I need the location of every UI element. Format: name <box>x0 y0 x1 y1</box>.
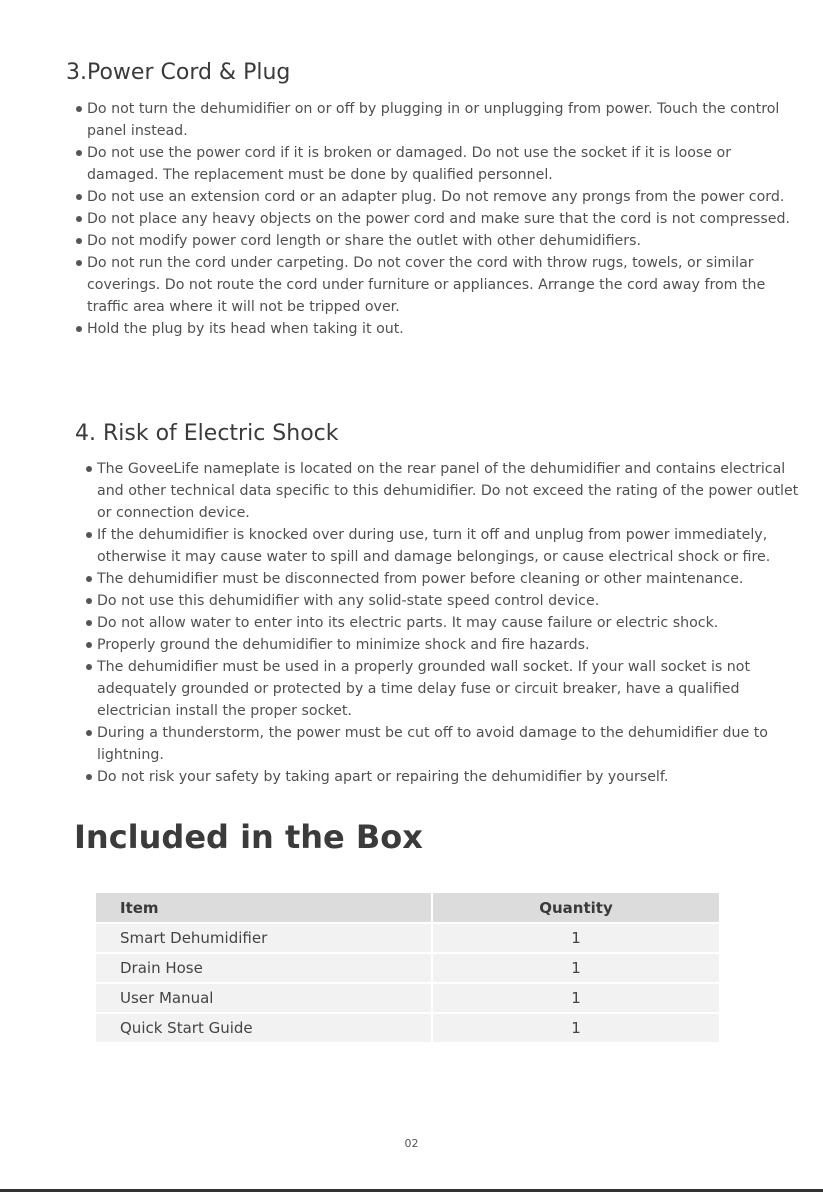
list-item: If the dehumidifier is knocked over during use, turn it off and unplug from power immediately, otherwise it may cause water to spill and damage belongings, or cause electrical shock or fire. <box>85 524 805 568</box>
table-row <box>96 924 719 952</box>
item-name: Smart Dehumidifier <box>96 924 431 952</box>
section-title-electric-shock: 4. Risk of Electric Shock <box>75 421 339 446</box>
list-item: Do not use this dehumidifier with any solid-state speed control device. <box>85 590 805 612</box>
list-item: Do not run the cord under carpeting. Do not cover the cord with throw rugs, towels, or similar coverings. Do not route the cord under furniture or appliances. Arrange the cord away from the traffic area where it will not be tripped over. <box>75 252 795 318</box>
item-quantity: 1 <box>433 984 719 1012</box>
item-quantity: 1 <box>433 954 719 982</box>
table-row <box>96 954 719 982</box>
table-header-row <box>96 893 719 922</box>
item-name: User Manual <box>96 984 431 1012</box>
included-in-box-title: Included in the Box <box>74 818 423 856</box>
list-item: Do not place any heavy objects on the power cord and make sure that the cord is not compressed. <box>75 208 795 230</box>
section-title-power-cord: 3.Power Cord & Plug <box>66 60 291 85</box>
list-item: The dehumidifier must be disconnected from power before cleaning or other maintenance. <box>85 568 805 590</box>
item-quantity: 1 <box>433 924 719 952</box>
list-item: Do not modify power cord length or share the outlet with other dehumidifiers. <box>75 230 795 252</box>
column-header-quantity: Quantity <box>433 893 719 922</box>
list-item: During a thunderstorm, the power must be cut off to avoid damage to the dehumidifier due to lightning. <box>85 722 805 766</box>
list-item: Do not turn the dehumidifier on or off by plugging in or unplugging from power. Touch the control panel instead. <box>75 98 795 142</box>
table-row <box>96 984 719 1012</box>
power-cord-list <box>75 98 795 340</box>
item-name: Quick Start Guide <box>96 1014 431 1042</box>
item-name: Drain Hose <box>96 954 431 982</box>
list-item: The GoveeLife nameplate is located on the rear panel of the dehumidifier and contains electrical and other technical data specific to this dehumidifier. Do not exceed the rating of the power outlet or connection device. <box>85 458 805 524</box>
list-item: Do not allow water to enter into its electric parts. It may cause failure or electric shock. <box>85 612 805 634</box>
table-row <box>96 1014 719 1042</box>
item-quantity: 1 <box>433 1014 719 1042</box>
column-header-item: Item <box>96 893 431 922</box>
list-item: Do not risk your safety by taking apart or repairing the dehumidifier by yourself. <box>85 766 805 788</box>
list-item: Do not use an extension cord or an adapter plug. Do not remove any prongs from the power cord. <box>75 186 795 208</box>
list-item: Properly ground the dehumidifier to minimize shock and fire hazards. <box>85 634 805 656</box>
list-item: The dehumidifier must be used in a properly grounded wall socket. If your wall socket is not adequately grounded or protected by a time delay fuse or circuit breaker, have a qualified electrician install the proper socket. <box>85 656 805 722</box>
electric-shock-list <box>85 458 805 788</box>
list-item: Hold the plug by its head when taking it out. <box>75 318 795 340</box>
list-item: Do not use the power cord if it is broken or damaged. Do not use the socket if it is loose or damaged. The replacement must be done by qualified personnel. <box>75 142 795 186</box>
included-items-table <box>96 891 719 1044</box>
page-number: 02 <box>404 1137 419 1150</box>
